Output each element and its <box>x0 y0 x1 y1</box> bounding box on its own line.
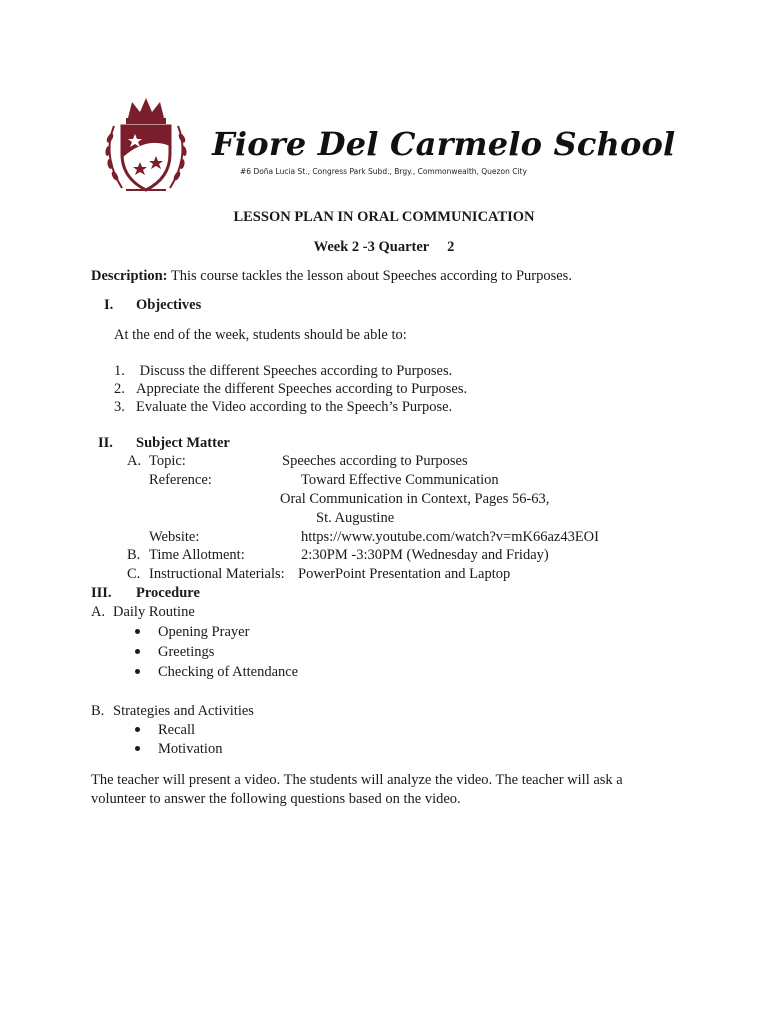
strategy-item: Motivation <box>158 741 223 757</box>
description-text: This course tackles the lesson about Speeches according to Purposes. <box>167 268 572 284</box>
topic-value: Speeches according to Purposes <box>282 453 468 469</box>
time-allotment-letter: B. <box>127 547 141 563</box>
objective-number: 1. <box>114 363 125 379</box>
procedure-heading: Procedure <box>136 585 200 601</box>
description-label: Description: <box>91 268 168 284</box>
school-address: #6 Doña Lucia St., Congress Park Subd., Brgy., Commonwealth, Quezon City <box>240 167 527 176</box>
subject-matter-numeral: II. <box>98 435 113 451</box>
objective-number: 2. <box>114 381 125 397</box>
procedure-numeral: III. <box>91 585 112 601</box>
procedure-paragraph-line-2: volunteer to answer the following questions based on the video. <box>91 791 461 807</box>
topic-letter: A. <box>127 453 142 469</box>
objectives-intro: At the end of the week, students should be able to: <box>114 327 407 343</box>
daily-routine-label: Daily Routine <box>113 604 195 620</box>
time-allotment-value: 2:30PM -3:30PM (Wednesday and Friday) <box>301 547 549 563</box>
website-label: Website: <box>149 529 200 545</box>
website-url: https://www.youtube.com/watch?v=mK66az43EOI <box>301 529 599 545</box>
objectives-heading: Objectives <box>136 297 202 313</box>
description-line <box>91 267 572 285</box>
school-name: Fiore Del Carmelo School <box>212 125 676 163</box>
bullet-icon <box>135 746 140 751</box>
topic-label: Topic: <box>149 453 186 469</box>
bullet-icon <box>135 649 140 654</box>
reference-line-3: St. Augustine <box>316 510 395 526</box>
objective-text: Discuss the different Speeches according to Purposes. <box>136 363 453 379</box>
bullet-icon <box>135 629 140 634</box>
routine-item: Opening Prayer <box>158 624 250 640</box>
objectives-numeral: I. <box>104 297 114 313</box>
school-crest-logo <box>100 96 192 196</box>
routine-item: Greetings <box>158 644 215 660</box>
daily-routine-letter: A. <box>91 604 106 620</box>
bullet-icon <box>135 669 140 674</box>
procedure-paragraph-line-1: The teacher will present a video. The students will analyze the video. The teacher will ask a <box>91 772 623 788</box>
routine-item: Checking of Attendance <box>158 664 299 680</box>
materials-label: Instructional Materials: <box>149 566 285 582</box>
objective-text: Evaluate the Video according to the Speech’s Purpose. <box>136 399 453 415</box>
time-allotment-label: Time Allotment: <box>149 547 245 563</box>
strategies-label: Strategies and Activities <box>113 703 254 719</box>
objective-text: Appreciate the different Speeches according to Purposes. <box>136 381 468 397</box>
materials-value: PowerPoint Presentation and Laptop <box>298 566 511 582</box>
objective-number: 3. <box>114 399 125 415</box>
document-title: LESSON PLAN IN ORAL COMMUNICATION <box>233 209 535 225</box>
subject-matter-heading: Subject Matter <box>136 435 230 451</box>
strategy-item: Recall <box>158 722 196 738</box>
reference-line-1: Toward Effective Communication <box>301 472 499 488</box>
week-quarter-subtitle: Week 2 -3 Quarter 2 <box>313 239 455 255</box>
materials-letter: C. <box>127 566 141 582</box>
reference-line-2: Oral Communication in Context, Pages 56-63, <box>280 491 550 507</box>
reference-label: Reference: <box>149 472 212 488</box>
strategies-letter: B. <box>91 703 105 719</box>
bullet-icon <box>135 727 140 732</box>
